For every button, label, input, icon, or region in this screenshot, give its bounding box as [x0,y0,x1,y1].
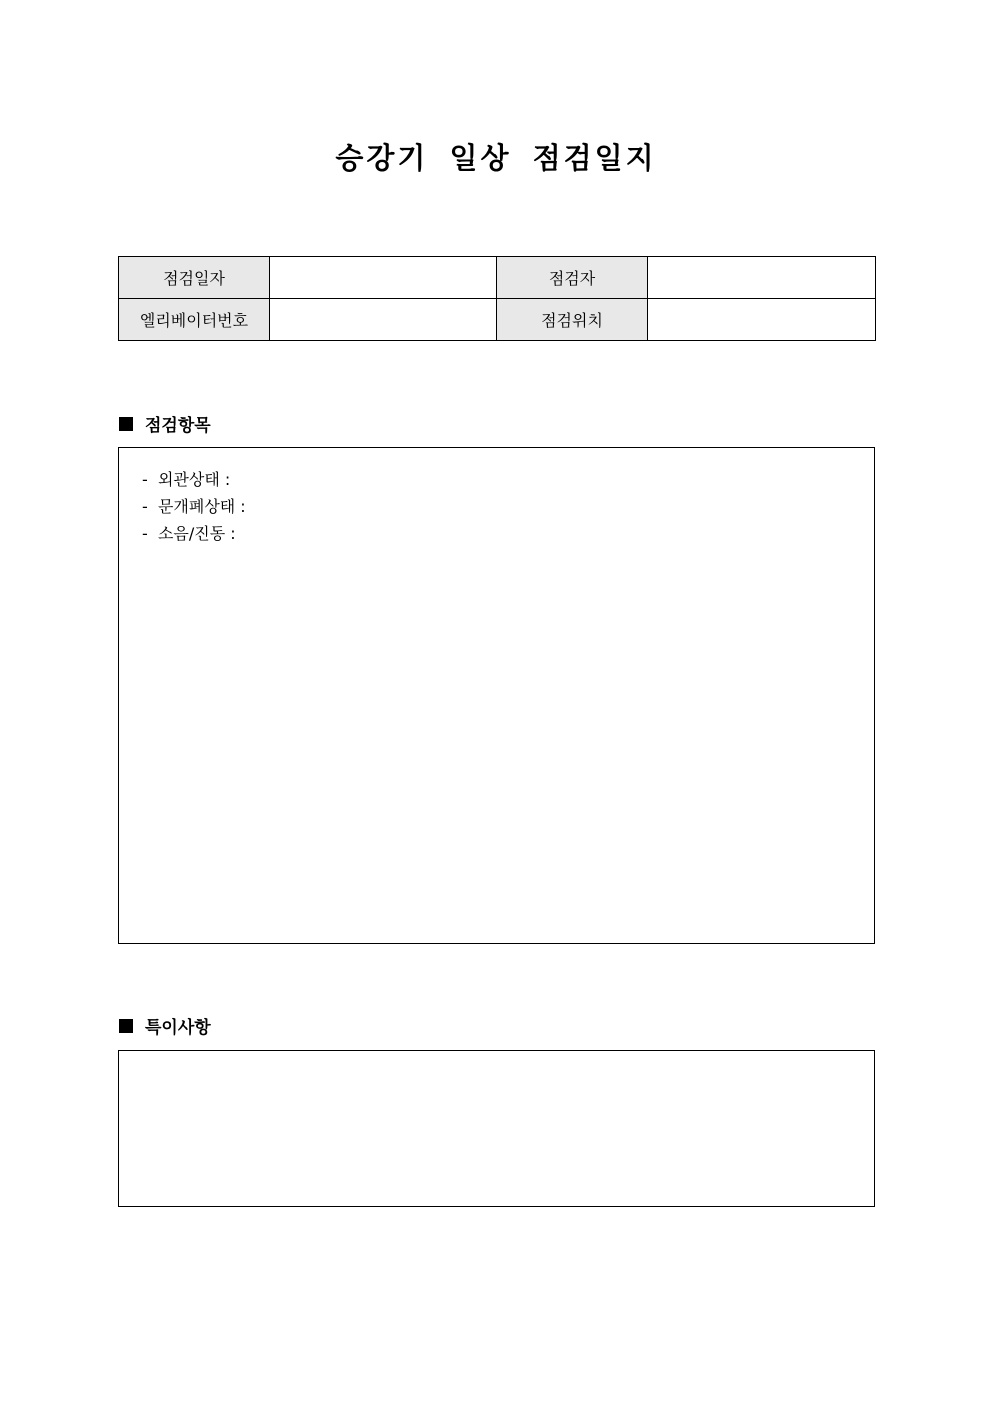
list-item: - 소음/진동 : [142,524,236,543]
info-table [118,256,876,341]
inspection-heading [119,411,211,436]
inspector-field[interactable] [648,257,876,299]
inspection-date-label: 점검일자 [119,257,270,299]
elevator-number-label: 엘리베이터번호 [119,299,270,341]
elevator-number-field[interactable] [270,299,497,341]
page-title: 승강기 일상 점검일지 [335,141,657,175]
square-bullet-icon [119,1019,133,1033]
inspection-box[interactable] [118,447,875,944]
inspection-date-field[interactable] [270,257,497,299]
list-item: - 문개폐상태 : [142,497,246,516]
table-row [119,257,876,299]
inspection-location-field[interactable] [648,299,876,341]
inspector-label: 점검자 [497,257,648,299]
table-row [119,299,876,341]
inspection-location-label: 점검위치 [497,299,648,341]
remarks-box[interactable] [118,1050,875,1207]
remarks-heading-text: 특이사항 [145,1018,211,1038]
inspection-heading-text: 점검항목 [145,416,211,436]
square-bullet-icon [119,417,133,431]
remarks-heading [119,1013,211,1038]
list-item: - 외관상태 : [142,470,231,489]
